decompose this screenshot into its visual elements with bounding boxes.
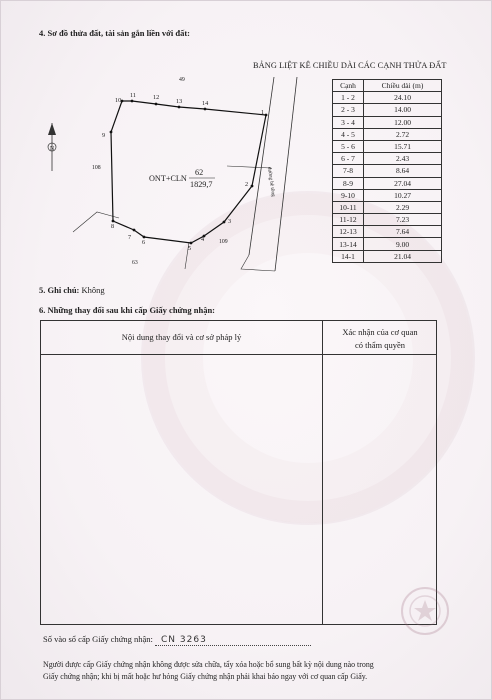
column-divider — [322, 321, 323, 624]
point-label: 8 — [111, 223, 115, 230]
road — [241, 77, 297, 271]
parcel-land-use: ONT+CLN — [149, 174, 187, 183]
edge-cell: 7-8 — [333, 165, 364, 177]
length-cell: 2.72 — [364, 128, 442, 140]
parcel-number: 62 — [195, 168, 204, 177]
point-label: 10 — [115, 97, 122, 104]
table-row — [333, 165, 442, 177]
col2-header-line2: có thẩm quyền — [354, 340, 406, 350]
north-arrow-icon — [48, 123, 56, 171]
book-number-line — [43, 634, 311, 646]
table-row — [333, 214, 442, 226]
length-cell: 2.43 — [364, 153, 442, 165]
edge-length-table — [332, 79, 442, 263]
edge-cell: 5 - 6 — [333, 140, 364, 152]
changes-col2-header — [323, 326, 437, 352]
point-label: 3 — [228, 218, 232, 225]
edge-cell: 2 - 3 — [333, 104, 364, 116]
edge-cell: 4 - 5 — [333, 128, 364, 140]
parcel-diagram — [31, 71, 336, 281]
length-cell: 14.00 — [364, 104, 442, 116]
book-number-label: Số vào sổ cấp Giấy chứng nhận: — [43, 634, 153, 644]
length-cell: 15.71 — [364, 140, 442, 152]
table-header-row — [333, 80, 442, 92]
neighbor-label: 63 — [132, 260, 138, 266]
edge-cell: 11-12 — [333, 214, 364, 226]
footer-note-line2: Giấy chứng nhận; khi bị mất hoặc hư hỏng Giấy chứng nhận phải khai báo ngay với cơ quan cấp Giấy. — [43, 672, 368, 681]
seal-stamp-icon — [399, 585, 451, 637]
changes-table — [40, 320, 437, 625]
table-row — [333, 177, 442, 189]
length-cell: 9.00 — [364, 238, 442, 250]
point-label: 12 — [153, 94, 160, 101]
table-row — [333, 238, 442, 250]
road-label: đường bê tông — [266, 166, 277, 198]
point-label: 1 — [261, 109, 265, 116]
north-label: N — [49, 146, 55, 152]
parcel-boundary — [111, 101, 266, 243]
table-row — [333, 153, 442, 165]
length-cell: 12.00 — [364, 116, 442, 128]
neighbor-label: 49 — [179, 77, 185, 83]
table-row — [333, 140, 442, 152]
point-label: 11 — [130, 92, 136, 99]
table-row — [333, 189, 442, 201]
neighbor-label: 109 — [219, 239, 228, 245]
table-row — [333, 92, 442, 104]
table-row — [333, 104, 442, 116]
length-cell: 8.64 — [364, 165, 442, 177]
length-cell: 7.64 — [364, 226, 442, 238]
length-cell: 27.04 — [364, 177, 442, 189]
length-cell: 21.04 — [364, 250, 442, 262]
point-label: 13 — [176, 98, 183, 105]
edge-cell: 1 - 2 — [333, 92, 364, 104]
vertex-markers — [110, 100, 268, 245]
section-5-title: 5. Ghi chú: — [39, 285, 80, 295]
length-cell: 2.29 — [364, 201, 442, 213]
parcel-area: 1829,7 — [190, 180, 213, 189]
book-number-value: CN 3263 — [155, 635, 311, 646]
point-label: 7 — [128, 234, 132, 241]
section-5-value: Không — [81, 285, 105, 295]
changes-col1-header: Nội dung thay đổi và cơ sở pháp lý — [121, 332, 242, 342]
point-label: 14 — [202, 100, 209, 107]
section-5-note — [39, 285, 105, 295]
edge-cell: 14-1 — [333, 250, 364, 262]
edge-cell: 12-13 — [333, 226, 364, 238]
edge-cell: 6 - 7 — [333, 153, 364, 165]
length-cell: 7.23 — [364, 214, 442, 226]
edge-cell: 10-11 — [333, 201, 364, 213]
neighbor-label: 108 — [92, 165, 101, 171]
length-cell: 24.10 — [364, 92, 442, 104]
section-4-title: 4. Sơ đồ thửa đất, tài sản gắn liền với đất: — [39, 28, 191, 38]
table-row — [333, 226, 442, 238]
header-edge: Cạnh — [333, 80, 364, 92]
point-label: 4 — [201, 236, 205, 243]
point-label: 5 — [188, 245, 192, 252]
table-row — [333, 250, 442, 262]
point-label: 2 — [245, 181, 249, 188]
header-divider — [41, 354, 436, 355]
section-6-title: 6. Những thay đổi sau khi cấp Giấy chứng nhận: — [39, 305, 216, 315]
length-cell: 10.27 — [364, 189, 442, 201]
point-label: 9 — [102, 132, 106, 139]
edge-cell: 9-10 — [333, 189, 364, 201]
edge-table-title: BẢNG LIỆT KÊ CHIỀU DÀI CÁC CẠNH THỬA ĐẤT — [253, 61, 447, 70]
col2-header-line1: Xác nhận của cơ quan — [342, 327, 418, 337]
table-row — [333, 201, 442, 213]
footer-note-line1: Người được cấp Giấy chứng nhận không được sửa chữa, tẩy xóa hoặc bổ sung bất kỳ nội dung nào trong — [43, 660, 374, 669]
table-row — [333, 116, 442, 128]
footer-note — [43, 659, 463, 683]
edge-cell: 3 - 4 — [333, 116, 364, 128]
edge-cell: 13-14 — [333, 238, 364, 250]
table-row — [333, 128, 442, 140]
point-label: 6 — [142, 239, 146, 246]
header-length: Chiều dài (m) — [364, 80, 442, 92]
edge-cell: 8-9 — [333, 177, 364, 189]
